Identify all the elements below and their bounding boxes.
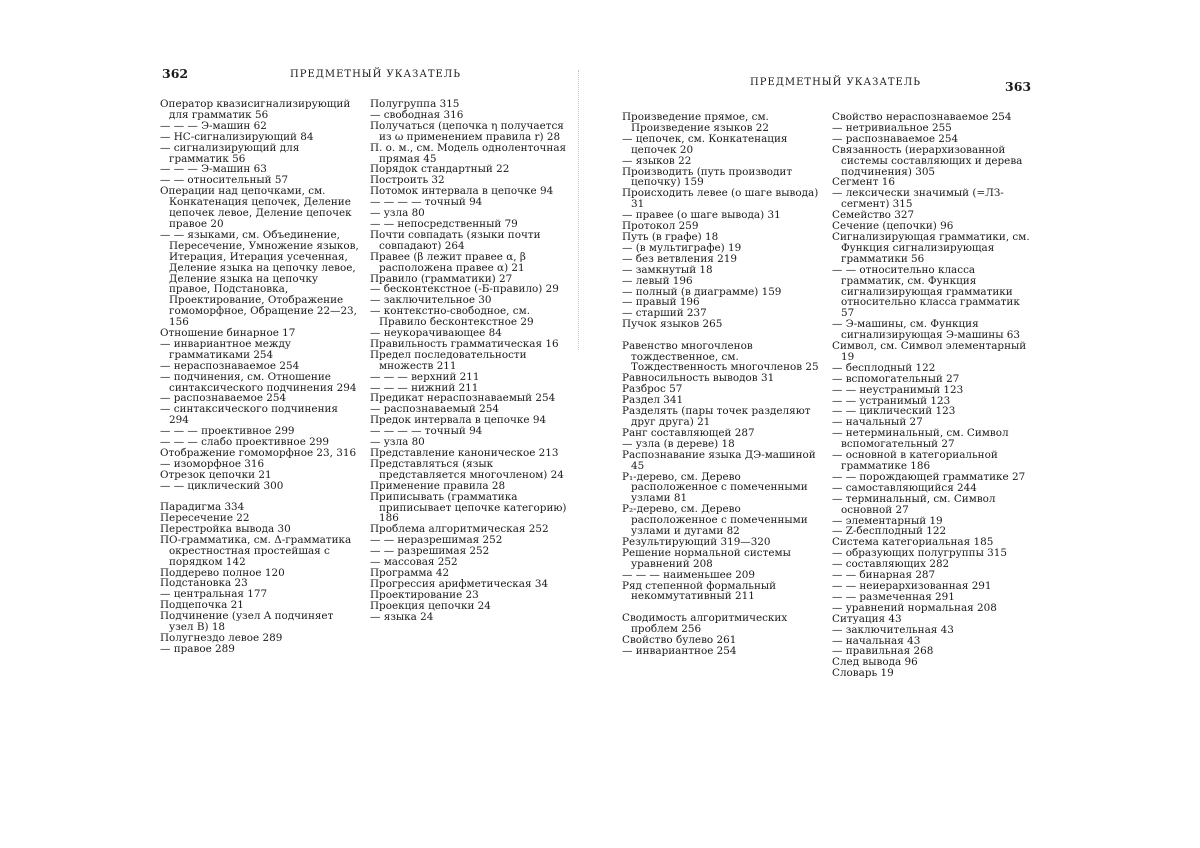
index-entry: Раздел 341 [622, 394, 684, 407]
index-entry: Приписывать (грамматика приписывает цепочке категорию) 186 [370, 490, 567, 525]
index-entry: — заключительное 30 [370, 294, 492, 307]
index-entry: — синтаксического подчинения 294 [160, 403, 338, 427]
index-entry: — — — проективное 299 [160, 425, 295, 438]
index-entry: — — разрешимая 252 [370, 545, 490, 558]
index-entry: P₂-дерево, см. Дерево расположенное с помеченными узлами и дугами 82 [622, 503, 808, 538]
index-entry: — языков 22 [622, 154, 692, 167]
index-entry: — правильная 268 [832, 645, 934, 658]
index-entry: — образующих полугруппы 315 [832, 547, 1007, 560]
index-entry: — основной в категориальной грамматике 186 [832, 449, 998, 472]
index-entry: Ситуация 43 [832, 612, 902, 625]
index-entry: — центральная 177 [160, 588, 268, 601]
index-entry: — нетривиальное 255 [832, 121, 952, 134]
index-entry: След вывода 96 [832, 656, 918, 669]
index-entry: — самоставляющийся 244 [832, 481, 977, 494]
index-entry: Результирующий 319—320 [622, 535, 771, 548]
index-entry: Подчинение (узел A подчиняет узел B) 18 [160, 610, 334, 634]
index-entry: Предикат нераспознаваемый 254 [370, 392, 556, 405]
index-entry: Отношение бинарное 17 [160, 327, 296, 340]
running-head: ПРЕДМЕТНЫЙ УКАЗАТЕЛЬ [290, 69, 461, 80]
index-entry: Полугнездо левое 289 [160, 632, 283, 644]
index-entry: — — бинарная 287 [832, 569, 936, 582]
index-entry: Правее (β лежит правее α, β расположена правее α) 21 [370, 250, 526, 274]
index-entry: — — относительный 57 [160, 174, 289, 187]
index-entry: — — — наименьшее 209 [622, 568, 756, 581]
index-entry: — лексически значимый (=ЛЗ-сегмент) 315 [832, 187, 1004, 211]
index-entry: — инвариантное между грамматиками 254 [160, 337, 291, 361]
index-entry: — — циклический 300 [160, 479, 284, 492]
index-entry: — полный (в диаграмме) 159 [622, 285, 782, 298]
index-entry: Сечение (цепочки) 96 [832, 220, 954, 233]
index-entry: — вспомогательный 27 [832, 372, 960, 385]
index-entry: Символ, см. Символ элементарный 19 [832, 340, 1027, 363]
index-entry: — НС-сигнализирующий 84 [160, 130, 314, 143]
index-entry: — — — Э-машин 63 [160, 163, 267, 176]
index-entry: Представление каноническое 213 [370, 447, 559, 459]
index-entry: — языка 24 [370, 610, 434, 623]
index-entry: — — непосредственный 79 [370, 217, 518, 230]
index-entry: Прогрессия арифметическая 34 [370, 577, 549, 590]
index-entry: — массовая 252 [370, 556, 458, 569]
index-entry: Подцепочка 21 [160, 599, 244, 612]
index-entry: Подстановка 23 [160, 577, 248, 590]
index-entry: Протокол 259 [622, 220, 699, 233]
index-entry: Производить (путь производит цепочку) 159 [622, 165, 793, 189]
index-entry: — без ветвления 219 [622, 252, 737, 265]
index-entry: — замкнутый 18 [622, 263, 713, 276]
index-entry: ПО-грамматика, см. Δ-грамматика окрестностная простейшая с порядком 142 [160, 533, 352, 568]
index-entry: Проекция цепочки 24 [370, 599, 491, 612]
index-entry: Программа 42 [370, 566, 450, 579]
index-entry: — узла (в дереве) 18 [622, 437, 735, 450]
index-entry: — неукорачивающее 84 [370, 327, 502, 340]
index-entry: — — размеченная 291 [832, 590, 955, 603]
index-entry: — — — — точный 94 [370, 425, 483, 438]
index-entry: — — — слабо проективное 299 [160, 436, 329, 449]
index-entry: Ряд степенной формальный некоммутативный 211 [622, 579, 777, 603]
index-entry: — бесконтекстное (-Б-правило) 29 [370, 283, 559, 296]
index-entry: — — порождающей грамматике 27 [832, 470, 1026, 483]
index-entry: — — неиерархизованная 291 [832, 579, 992, 592]
index-entry: — правый 196 [622, 296, 700, 309]
index-entry: Проблема алгоритмическая 252 [370, 523, 549, 536]
index-entry: Сегмент 16 [832, 176, 895, 189]
index-entry: Порядок стандартный 22 [370, 163, 510, 176]
index-entry: Происходить левее (о шаге вывода) 31 [622, 187, 819, 211]
index-entry: — нераспознаваемое 254 [160, 359, 300, 372]
index-entry: Разделять (пары точек разделяют друг друга) 21 [622, 405, 811, 428]
index-entry: Представляться (язык представляется многочленом) 24 [370, 457, 564, 481]
index-entry: — правое 289 [160, 642, 235, 655]
index-entry: — терминальный, см. Символ основной 27 [832, 492, 996, 516]
right-page [600, 0, 1200, 848]
index-entry: — контекстно-свободное, см. Правило бесконтекстное 29 [370, 305, 534, 329]
index-entry: Отображение гомоморфное 23, 316 [160, 447, 357, 459]
index-entry: Произведение прямое, см. Произведение языков 22 [622, 111, 770, 134]
index-entry: Связанность (иерархизованной системы составляющих и дерева подчинения) 305 [832, 143, 1023, 178]
index-entry: — цепочек, см. Конкатенация цепочек 20 [622, 132, 788, 156]
index-entry: Сводимость алгоритмических проблем 256 [622, 611, 788, 635]
index-entry: Предел последовательности множеств 211 [370, 348, 527, 372]
index-entry: Разброс 57 [622, 383, 683, 396]
index-entry: — узла 80 [370, 436, 425, 449]
index-entry: — — языками, см. Объединение, Пересечение, Умножение языков, Итерация, Итерация усеченная, Деление языка на цепочку левое, Деление языка на цепочку правое, Подстановка, Проектирование, Отображение гомоморфное, Обращение 22—23, 156 [160, 228, 359, 329]
index-entry: — Z-бесплодный 122 [832, 525, 947, 538]
index-entry: — нетерминальный, см. Символ вспомогательный 27 [832, 427, 1009, 451]
index-column-right-2 [832, 112, 1032, 679]
index-entry: — Э-машины, см. Функция сигнализирующая Э-машины 63 [832, 318, 1020, 342]
index-entry: Словарь 19 [832, 667, 894, 680]
index-entry: — — циклический 123 [832, 405, 956, 418]
index-entry: Путь (в графе) 18 [622, 230, 719, 243]
index-entry: Предок интервала в цепочке 94 [370, 414, 547, 427]
index-entry: — левый 196 [622, 274, 693, 287]
index-entry: Полугруппа 315 [370, 98, 460, 110]
index-entry: — — — верхний 211 [370, 370, 480, 383]
index-entry: — — — Э-машин 62 [160, 119, 267, 132]
index-entry: — подчинения, см. Отношение синтаксического подчинения 294 [160, 370, 357, 394]
index-entry: Свойство нераспознаваемое 254 [832, 111, 1012, 123]
index-column-right-1 [622, 112, 822, 657]
index-entry: Оператор квазисигнализирующий для грамматик 56 [160, 98, 351, 121]
index-entry: — узла 80 [370, 207, 425, 220]
index-entry: Перестройка вывода 30 [160, 522, 291, 535]
index-entry: Система категориальная 185 [832, 536, 994, 549]
index-entry: — сигнализирующий для грамматик 56 [160, 141, 300, 165]
index-entry: — распознаваемое 254 [832, 132, 959, 145]
index-entry: — начальная 43 [832, 634, 921, 647]
index-entry: П. о. м., см. Модель одноленточная прямая 45 [370, 141, 567, 165]
index-entry: Пересечение 22 [160, 512, 250, 525]
index-entry: — составляющих 282 [832, 558, 950, 571]
index-entry: — изоморфное 316 [160, 457, 265, 470]
index-column-left-2 [370, 99, 570, 623]
index-entry: — свободная 316 [370, 108, 464, 121]
index-entry: — элементарный 19 [832, 514, 943, 527]
index-entry: Правило (грамматики) 27 [370, 272, 513, 285]
index-entry: — инвариантное 254 [622, 644, 737, 657]
page-number: 362 [162, 66, 189, 81]
gutter-shadow [578, 70, 583, 350]
index-entry: — начальный 27 [832, 416, 923, 429]
index-entry: Равносильность выводов 31 [622, 372, 775, 385]
index-entry: Сигнализирующая грамматики, см. Функция сигнализирующая грамматики 56 [832, 230, 1030, 265]
index-entry: — старший 237 [622, 307, 707, 320]
index-entry: — (в мультиграфе) 19 [622, 241, 742, 254]
index-entry: Решение нормальной системы уравнений 208 [622, 546, 791, 570]
index-entry: Правильность грамматическая 16 [370, 337, 559, 350]
index-entry: Получаться (цепочка η получается из ω применением правила r) 28 [370, 119, 564, 143]
index-entry: — — неустранимый 123 [832, 383, 964, 396]
index-entry: — — неразрешимая 252 [370, 534, 503, 547]
index-entry: Ранг составляющей 287 [622, 426, 755, 439]
index-entry: — правее (о шаге вывода) 31 [622, 209, 781, 222]
index-entry: Распознавание языка ДЭ-машиной 45 [622, 448, 816, 472]
index-entry: P₁-дерево, см. Дерево расположенное с помеченными узлами 81 [622, 470, 808, 505]
page-number: 363 [1005, 79, 1032, 94]
index-entry: Потомок интервала в цепочке 94 [370, 185, 554, 198]
index-entry: Семейство 327 [832, 209, 915, 222]
index-entry: — — относительно класса грамматик, см. Функция сигнализирующая грамматики относительно класса грамматик 57 [832, 263, 1020, 320]
index-entry: — распознаваемый 254 [370, 403, 499, 416]
index-entry: Отрезок цепочки 21 [160, 468, 272, 481]
index-entry: — — — нижний 211 [370, 381, 479, 394]
index-entry: Проектирование 23 [370, 588, 479, 601]
index-entry: — — устранимый 123 [832, 394, 951, 407]
running-head: ПРЕДМЕТНЫЙ УКАЗАТЕЛЬ [750, 77, 921, 88]
index-entry: Операции над цепочками, см. Конкатенация цепочек, Деление цепочек левое, Деление цепочек правое 20 [160, 185, 352, 230]
index-entry: Почти совпадать (языки почти совпадают) 264 [370, 228, 541, 252]
index-column-left-1 [160, 99, 360, 655]
index-entry: Равенство многочленов тождественное, см. Тождественность многочленов 25 [622, 339, 819, 374]
index-entry: Свойство булево 261 [622, 633, 737, 646]
index-entry: — уравнений нормальная 208 [832, 601, 997, 614]
index-entry: — заключительная 43 [832, 623, 954, 636]
index-entry: — распознаваемое 254 [160, 392, 287, 405]
index-entry: — — — — точный 94 [370, 196, 483, 209]
index-entry: Парадигма 334 [160, 501, 245, 514]
index-entry: Пучок языков 265 [622, 318, 723, 331]
index-entry: — бесплодный 122 [832, 361, 936, 374]
index-entry: Построить 32 [370, 174, 445, 187]
index-entry: Поддерево полное 120 [160, 566, 285, 579]
index-entry: Применение правила 28 [370, 479, 506, 492]
